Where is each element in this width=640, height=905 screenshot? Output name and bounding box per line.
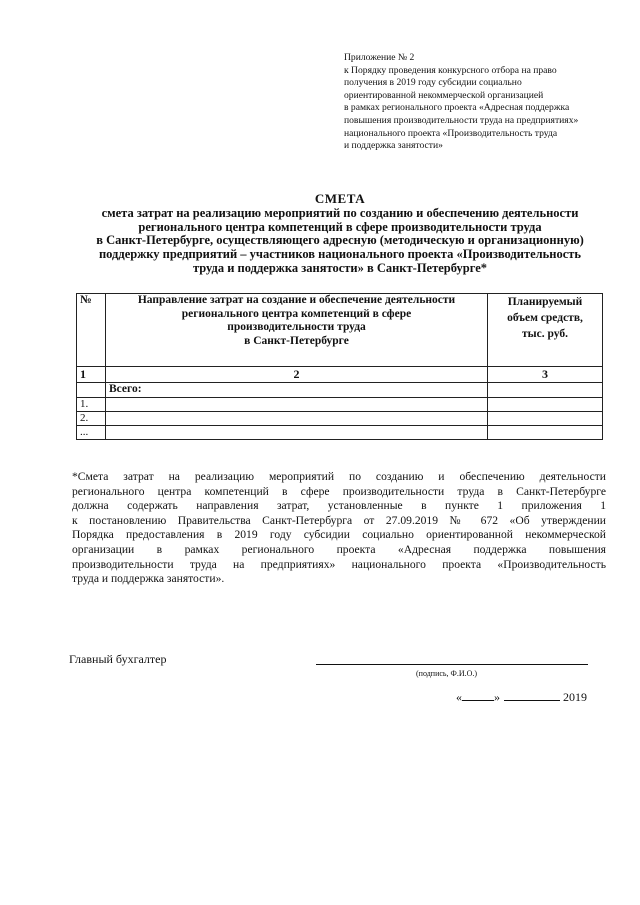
row-direction (106, 426, 488, 440)
appendix-line: и поддержка занятости» (344, 140, 443, 152)
header-number: № (77, 294, 106, 367)
row-number: 1. (77, 398, 106, 412)
row-amount (488, 426, 603, 440)
total-value (488, 383, 603, 398)
date-field (456, 690, 587, 705)
header-direction-line: производительности труда (227, 321, 366, 333)
date-open-quote: « (456, 690, 462, 704)
title-line: смета затрат на реализацию мероприятий по созданию и обеспечению деятельности (101, 205, 579, 220)
document-title (60, 192, 620, 276)
date-month-blank (504, 700, 560, 701)
appendix-line: повышения производительности труда на предприятиях» (344, 114, 579, 126)
footnote (72, 470, 606, 587)
table-row (77, 412, 603, 426)
appendix-line: в рамках регионального проекта «Адресная поддержка (344, 102, 570, 114)
date-day-blank (462, 700, 494, 701)
header-amount-line: Планируемый (507, 296, 583, 308)
footnote-line: труда и поддержка занятости». (72, 572, 225, 586)
cost-table (76, 293, 603, 440)
appendix-line: национального проекта «Производительность труда (344, 127, 558, 139)
date-year: 2019 (563, 690, 587, 704)
header-direction (106, 294, 488, 367)
appendix-line: ориентированной некоммерческой организацией (344, 89, 544, 101)
signature-line (316, 664, 588, 665)
header-direction-line: регионального центра компетенций в сфере (181, 307, 412, 320)
total-label: Всего: (106, 383, 488, 398)
title-line: в Санкт-Петербурге, осуществляющего адресную (методическую и организационную) (96, 233, 584, 248)
table-header-row (77, 294, 603, 367)
title-main: СМЕТА (314, 191, 366, 206)
table-number-row (77, 367, 603, 383)
footnote-line: должна содержать направления затрат, установленные в пункте 1 приложения 1 (72, 499, 606, 513)
table-row (77, 426, 603, 440)
row-number: 2. (77, 412, 106, 426)
date-close-quote: » (494, 690, 500, 704)
header-amount (488, 294, 603, 367)
title-line: регионального центра компетенций в сфере производительности труда (138, 219, 542, 234)
header-direction-line: Направление затрат на создание и обеспечение деятельности (137, 294, 456, 306)
column-number: 1 (77, 367, 106, 383)
footnote-line: регионального центра компетенций в сфере производительности труда в Санкт-Петербурге (72, 484, 606, 498)
appendix-line: Приложение № 2 (344, 52, 415, 63)
footnote-line: организации в рамках регионального проекта «Адресная поддержка повышения (72, 542, 606, 556)
appendix-block (344, 52, 624, 153)
appendix-line: к Порядку проведения конкурсного отбора на право (344, 64, 557, 76)
column-number: 3 (488, 367, 603, 383)
footnote-line: Порядка предоставления в 2019 году субсидии социально ориентированной некоммерческой (72, 528, 606, 542)
row-amount (488, 398, 603, 412)
table-total-row (77, 383, 603, 398)
row-direction (106, 398, 488, 412)
header-amount-line: тыс. руб. (522, 328, 568, 340)
appendix-line: получения в 2019 году субсидии социально (344, 77, 522, 89)
row-direction (106, 412, 488, 426)
title-line: труда и поддержка занятости» в Санкт-Петербурге* (192, 260, 488, 275)
row-amount (488, 412, 603, 426)
footnote-line: к постановлению Правительства Санкт-Петербурга от 27.09.2019 № 672 «Об утверждении (72, 513, 606, 527)
footnote-line: производительности труда на предприятиях» национального проекта «Производительность (72, 557, 606, 571)
footnote-line: *Смета затрат на реализацию мероприятий по созданию и обеспечению деятельности (72, 470, 606, 483)
table-row (77, 398, 603, 412)
column-number: 2 (106, 367, 488, 383)
title-line: поддержку предприятий – участников национального проекта «Производительность (98, 247, 582, 262)
header-direction-line: в Санкт-Петербурге (244, 334, 349, 347)
header-amount-line: объем средств, (507, 312, 583, 324)
row-number: ... (77, 426, 106, 440)
accountant-label: Главный бухгалтер (69, 652, 167, 666)
signature-caption: (подпись, Ф.И.О.) (416, 669, 478, 678)
